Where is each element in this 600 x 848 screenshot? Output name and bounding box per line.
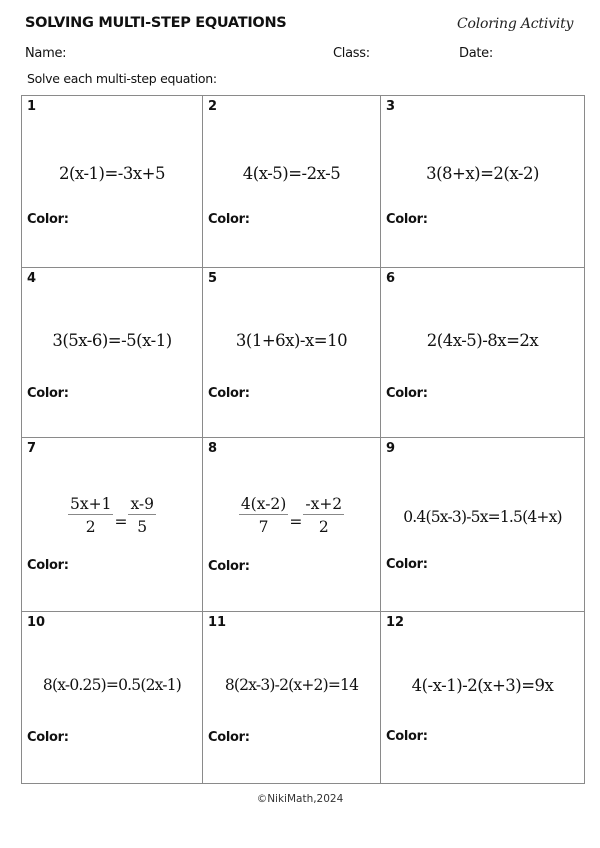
numerator: x-9 bbox=[130, 495, 155, 513]
right-fraction bbox=[128, 494, 156, 539]
color-label: Color: bbox=[27, 558, 69, 573]
problem-number: 2 bbox=[208, 99, 218, 114]
denominator: 5 bbox=[137, 518, 148, 536]
color-label: Color: bbox=[208, 559, 250, 574]
right-fraction bbox=[303, 494, 344, 539]
numerator: -x+2 bbox=[305, 495, 343, 513]
problem-number: 3 bbox=[386, 99, 396, 114]
denominator: 7 bbox=[258, 518, 269, 536]
problem-number: 9 bbox=[386, 441, 396, 456]
color-label: Color: bbox=[386, 729, 428, 744]
left-fraction bbox=[239, 494, 289, 539]
problem-number: 6 bbox=[386, 271, 396, 286]
problem-number: 1 bbox=[27, 99, 37, 114]
equation: 2(4x-5)-8x=2x bbox=[426, 331, 539, 350]
problem-cell-2 bbox=[203, 96, 381, 268]
equation: 4(-x-1)-2(x+3)=9x bbox=[411, 676, 554, 695]
numerator: 4(x-2) bbox=[240, 495, 287, 513]
problem-cell-4 bbox=[22, 268, 203, 438]
numerator: 5x+1 bbox=[69, 495, 112, 513]
instructions: Solve each multi-step equation: bbox=[27, 71, 217, 86]
date-field-label: Date: bbox=[459, 46, 493, 61]
color-label: Color: bbox=[386, 557, 428, 572]
left-fraction bbox=[68, 494, 113, 539]
equation: 2(x-1)=-3x+5 bbox=[59, 164, 165, 183]
problem-cell-12 bbox=[381, 612, 584, 783]
color-label: Color: bbox=[208, 386, 250, 401]
problem-number: 4 bbox=[27, 271, 37, 286]
class-field-label: Class: bbox=[333, 46, 370, 61]
denominator: 2 bbox=[318, 518, 329, 536]
equation: 3(5x-6)=-5(x-1) bbox=[52, 331, 172, 350]
equation: 8(2x-3)-2(x+2)=14 bbox=[224, 676, 359, 694]
problem-cell-3 bbox=[381, 96, 584, 268]
equation: 8(x-0.25)=0.5(2x-1) bbox=[42, 676, 182, 694]
problem-number: 8 bbox=[208, 441, 218, 456]
color-label: Color: bbox=[208, 212, 250, 227]
problem-cell-7 bbox=[22, 438, 203, 612]
equation: 3(8+x)=2(x-2) bbox=[426, 164, 539, 183]
equation: 4(x-5)=-2x-5 bbox=[242, 164, 341, 183]
problem-number: 5 bbox=[208, 271, 218, 286]
color-label: Color: bbox=[27, 212, 69, 227]
color-label: Color: bbox=[27, 730, 69, 745]
equals-sign: = bbox=[289, 512, 303, 531]
problem-cell-10 bbox=[22, 612, 203, 783]
problem-cell-1 bbox=[22, 96, 203, 268]
problem-cell-8 bbox=[203, 438, 381, 612]
worksheet-title: SOLVING MULTI-STEP EQUATIONS bbox=[25, 15, 287, 31]
denominator: 2 bbox=[85, 518, 96, 536]
color-label: Color: bbox=[208, 730, 250, 745]
color-label: Color: bbox=[386, 386, 428, 401]
problem-cell-9 bbox=[381, 438, 584, 612]
problem-number: 11 bbox=[208, 615, 227, 630]
problem-cell-6 bbox=[381, 268, 584, 438]
problem-number: 10 bbox=[27, 615, 46, 630]
equation: 3(1+6x)-x=10 bbox=[235, 331, 348, 350]
problem-number: 12 bbox=[386, 615, 405, 630]
color-label: Color: bbox=[27, 386, 69, 401]
problem-grid bbox=[21, 95, 585, 784]
activity-label: Coloring Activity bbox=[457, 16, 574, 32]
problem-cell-5 bbox=[203, 268, 381, 438]
copyright-footer: ©NikiMath,2024 bbox=[256, 793, 344, 805]
equation: 0.4(5x-3)-5x=1.5(4+x) bbox=[403, 508, 562, 526]
problem-number: 7 bbox=[27, 441, 37, 456]
name-field-label: Name: bbox=[25, 46, 67, 61]
fraction-equation bbox=[22, 494, 202, 539]
fraction-equation bbox=[203, 494, 380, 539]
equals-sign: = bbox=[114, 512, 128, 531]
color-label: Color: bbox=[386, 212, 428, 227]
problem-cell-11 bbox=[203, 612, 381, 783]
